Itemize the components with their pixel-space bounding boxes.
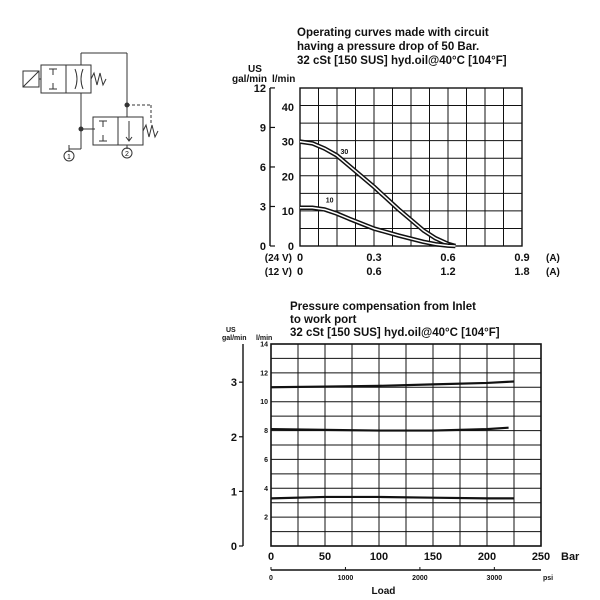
chart1-series-line-inner — [300, 208, 455, 246]
chart1-series-label: 10 — [325, 197, 334, 205]
chart2-left-tick-label: 3 — [230, 377, 237, 390]
chart1-x-unit: (A) — [546, 253, 560, 264]
chart1-left-tick-label: 6 — [259, 161, 266, 174]
chart2-series-line — [271, 497, 514, 498]
chart1-ylabel-left-1: US — [248, 64, 262, 75]
chart1-x-tick-label: 0.3 — [366, 252, 382, 264]
chart2-ylabel-left-2: gal/min — [222, 335, 247, 342]
chart1-x-tick-label: 0.9 — [514, 252, 530, 264]
chart2-ylabel-left-1: US — [226, 327, 236, 334]
chart1-x-unit: (A) — [546, 267, 560, 278]
chart2-lpm-tick-label: 14 — [260, 341, 268, 349]
chart2-x-tick-label: 100 — [369, 551, 389, 563]
chart1-lpm-tick-label: 10 — [281, 206, 294, 219]
chart2-left-tick-label: 1 — [230, 486, 237, 499]
chart2-psi-tick-label: 1000 — [337, 575, 354, 582]
port-2-label: 2 — [125, 151, 129, 158]
chart1-title-line-2: having a pressure drop of 50 Bar. — [297, 41, 480, 53]
chart2-x-tick-label: 200 — [477, 551, 497, 563]
chart1-title-line-3: 32 cSt [150 SUS] hyd.oil@40°C [104°F] — [297, 55, 507, 67]
chart1-series-label: 30 — [340, 148, 349, 156]
chart1-series-line-outer — [300, 208, 455, 246]
chart2-x-tick-label: 150 — [423, 551, 443, 563]
chart2-psi-tick-label: 2000 — [412, 575, 428, 582]
chart2-x-tick-label: 250 — [531, 551, 551, 563]
chart1-xrow-label: (12 V) — [264, 267, 292, 278]
chart1-left-tick-label: 9 — [259, 122, 266, 135]
chart2-psi-tick-label: 0 — [269, 575, 273, 582]
chart1-lpm-tick-label: 20 — [281, 171, 294, 184]
chart1-x-tick-label: 1.8 — [514, 266, 530, 278]
chart2-lpm-tick-label: 2 — [264, 514, 268, 522]
chart2-title-line-2: to work port — [290, 314, 357, 326]
chart2-psi-unit: psi — [543, 575, 554, 582]
chart2-title-line-3: 32 cSt [150 SUS] hyd.oil@40°C [104°F] — [290, 327, 500, 339]
chart1-left-tick-label: 3 — [259, 201, 266, 214]
chart1-lpm-tick-label: 30 — [281, 136, 294, 149]
chart1-x-tick-label: 0 — [296, 252, 304, 264]
chart2-x-tick-label: 50 — [318, 551, 332, 563]
chart1-ylabel-left-2: gal/min — [232, 74, 268, 85]
pressure-compensation-chart — [0, 290, 600, 600]
chart1-left-tick-label: 0 — [259, 241, 266, 253]
port-1-label: 1 — [67, 154, 71, 161]
chart1-x-tick-label: 0.6 — [366, 266, 382, 278]
chart2-xlabel: Bar — [561, 551, 580, 563]
chart2-title-line-1: Pressure compensation from Inlet — [290, 301, 476, 313]
chart2-lpm-tick-label: 12 — [260, 370, 268, 378]
chart2-x-tick-label: 0 — [267, 551, 275, 563]
chart2-psi-tick-label: 3000 — [486, 575, 503, 582]
operating-curves-chart — [0, 0, 600, 290]
chart1-x-tick-label: 1.2 — [440, 266, 456, 278]
chart1-x-tick-label: 0.6 — [440, 252, 456, 264]
chart1-ylabel-right: l/min — [272, 74, 296, 85]
chart2-left-tick-label: 0 — [230, 541, 237, 553]
chart1-xrow-label: (24 V) — [264, 253, 292, 264]
chart1-lpm-zero-label: 0 — [287, 241, 294, 253]
chart2-load-label: Load — [371, 586, 396, 597]
chart2-lpm-tick-label: 10 — [260, 399, 268, 407]
chart1-lpm-tick-label: 40 — [281, 101, 294, 114]
chart1-x-tick-label: 0 — [296, 266, 304, 278]
chart2-ylabel-right: l/min — [256, 335, 273, 342]
chart2-left-tick-label: 2 — [230, 431, 237, 444]
chart2-series-line — [271, 428, 509, 431]
chart1-left-tick-label: 12 — [253, 82, 266, 95]
chart1-title-line-1: Operating curves made with circuit — [297, 27, 489, 39]
chart2-lpm-tick-label: 8 — [264, 428, 268, 436]
chart2-lpm-tick-label: 6 — [264, 456, 268, 464]
chart2-series-line — [271, 382, 514, 388]
chart2-lpm-tick-label: 4 — [264, 485, 268, 493]
